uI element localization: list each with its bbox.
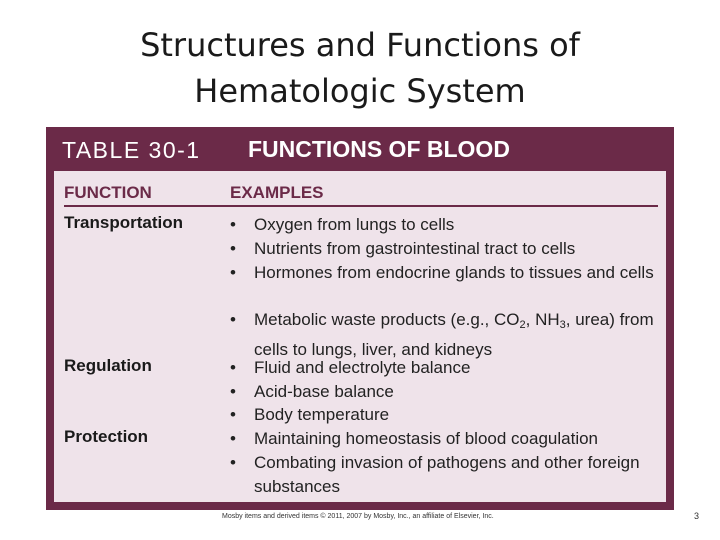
column-header-function: FUNCTION (64, 183, 152, 202)
example-text: Nutrients from gastrointestinal tract to cells (254, 239, 576, 258)
example-text-waste-products: Metabolic waste products (e.g., $CO_2$, $NH_3$, urea) from cells to lungs, liver, and kidneys (254, 310, 654, 359)
bullet: • (230, 239, 236, 258)
functions-of-blood-table (46, 127, 674, 510)
header-divider (64, 205, 658, 207)
example-text: Hormones from endocrine glands to tissues and cells (254, 263, 654, 282)
table-number: TABLE 30-1 (62, 137, 201, 163)
function-label-transportation: Transportation (64, 213, 184, 232)
slide-title (0, 22, 720, 114)
slide-title-line-2: Hematologic System (194, 72, 526, 110)
example-text: Combating invasion of pathogens and other foreign substances (254, 453, 640, 496)
bullet: • (230, 453, 236, 472)
table-body (54, 171, 666, 502)
function-label-regulation: Regulation (64, 356, 152, 375)
slide-title-line-1: Structures and Functions of (140, 26, 580, 64)
table-title: FUNCTIONS OF BLOOD (248, 136, 510, 162)
bullet: • (230, 429, 236, 448)
example-item (230, 380, 660, 404)
bullet: • (230, 358, 236, 377)
bullet: • (230, 215, 236, 234)
bullet: • (230, 263, 236, 282)
example-text: Body temperature (254, 405, 390, 424)
bullet: • (230, 405, 236, 424)
example-text: Maintaining homeostasis of blood coagulation (254, 429, 599, 448)
example-item (230, 427, 660, 451)
column-header-examples: EXAMPLES (230, 183, 324, 202)
example-item (230, 213, 660, 237)
example-text: Acid-base balance (254, 382, 394, 401)
function-label-protection: Protection (64, 427, 149, 446)
example-item (230, 308, 660, 361)
bullet: • (230, 382, 236, 401)
bullet: • (230, 310, 236, 329)
copyright-notice: Mosby items and derived items © 2011, 2007 by Mosby, Inc., an affiliate of Elsevier, Inc. (222, 513, 494, 520)
example-text: Fluid and electrolyte balance (254, 358, 471, 377)
page-number: 3 (694, 511, 700, 521)
example-item (230, 451, 660, 498)
example-item (230, 403, 660, 427)
table-header-band (46, 127, 674, 171)
example-item (230, 261, 660, 285)
example-item (230, 356, 660, 380)
example-item (230, 237, 660, 261)
example-text: Oxygen from lungs to cells (254, 215, 455, 234)
